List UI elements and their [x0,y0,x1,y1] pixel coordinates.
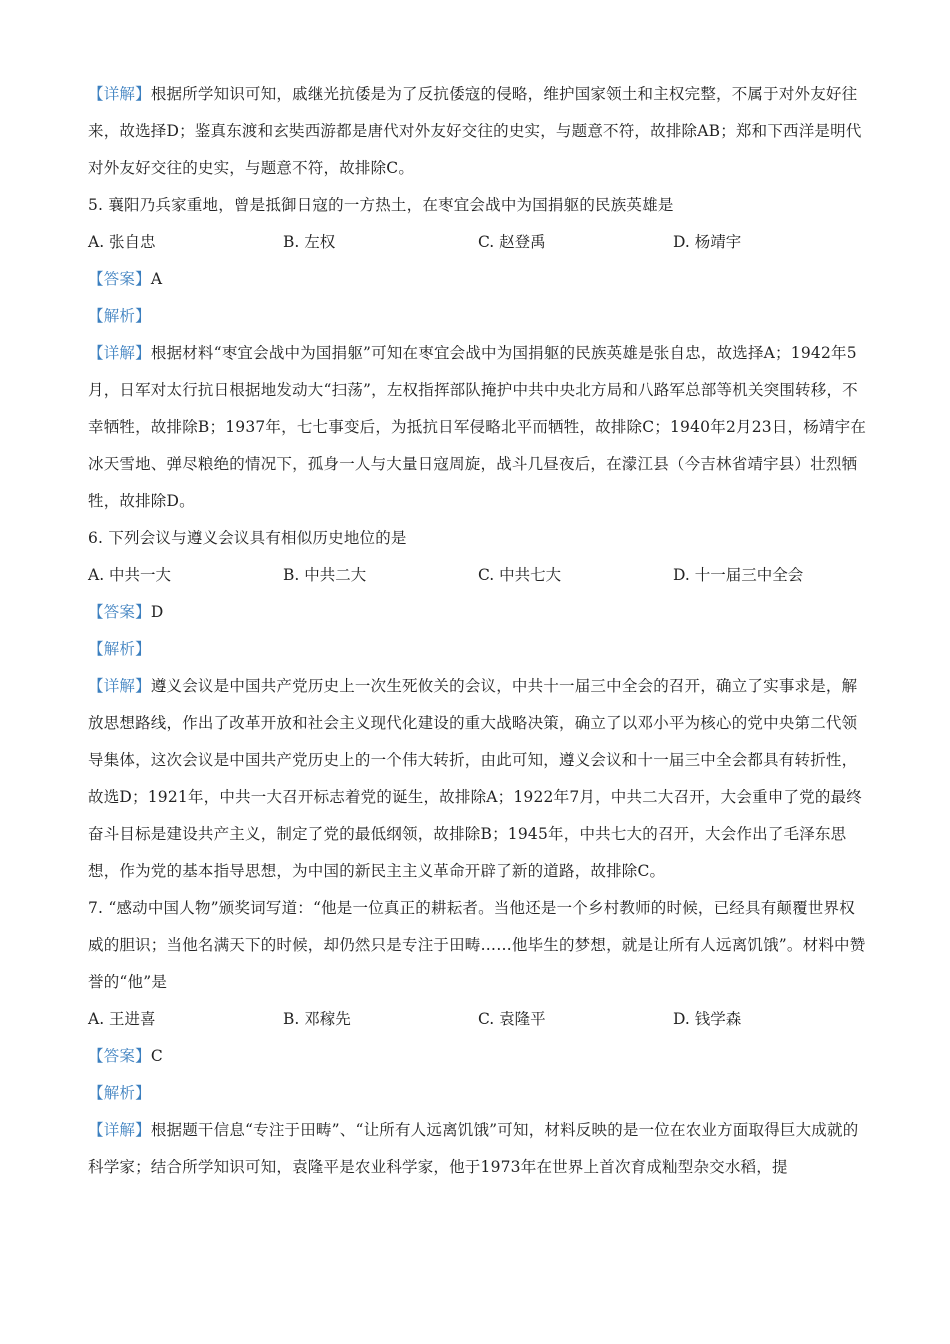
question-7-stem: 7. “感动中国人物”颁奖词写道：“他是一位真正的耕耘者。当他还是一个乡村教师的时候，已经具有颠覆世界权威的胆识；当他名满天下的时候，却仍然只是专注于田畴……他毕生的梦想，就是让所有人远离饥饿”。材料中赞誉的“他”是 [88,899,866,991]
explanation-text: 根据材料“枣宜会战中为国捐躯”可知在枣宜会战中为国捐躯的民族英雄是张自忠，故选择A；1942年5月，日军对太行抗日根据地发动大“扫荡”，左权指挥部队掩护中共中央北方局和八路军总部等机关突围转移，不幸牺牲，故排除B；1937年，七七事变后，为抵抗日军侵略北平而牺牲，故排除C；1940年2月23日，杨靖宇在冰天雪地、弹尽粮绝的情况下，孤身一人与大量日寇周旋，战斗几昼夜后，在濛江县（今吉林省靖宇县）壮烈牺牲，故排除D。 [88,344,867,510]
answer-value: D [150,603,164,621]
explanation-text: 根据题干信息“专注于田畴”、“让所有人远离饥饿”可知，材料反映的是一位在农业方面取得巨大成就的科学家；结合所学知识可知，袁隆平是农业科学家，他于1973年在世界上首次育成籼型杂交水稻，提 [88,1121,859,1176]
option-c: C. 赵登禹 [478,233,546,251]
detail-tag: 【详解】 [88,85,151,103]
detail-tag: 【详解】 [88,344,151,362]
option-b: B. 中共二大 [283,566,367,584]
explanation-paragraph-q7 [88,1112,868,1186]
answer-tag: 【答案】 [88,1047,151,1065]
answer-line-q5 [88,261,868,298]
option-c: C. 中共七大 [478,566,562,584]
answer-line-q6 [88,594,868,631]
option-a: A. 王进喜 [88,1010,156,1028]
detail-tag: 【详解】 [88,677,151,695]
analysis-line-q6 [88,631,868,668]
question-6-stem: 6. 下列会议与遵义会议具有相似历史地位的是 [88,529,407,547]
option-b: B. 邓稼先 [283,1010,351,1028]
question-5-stem: 5. 襄阳乃兵家重地，曾是抵御日寇的一方热土，在枣宜会战中为国捐躯的民族英雄是 [88,196,674,214]
option-c: C. 袁隆平 [478,1010,546,1028]
question-6-options [88,557,868,594]
analysis-tag: 【解析】 [88,1084,151,1102]
question-7-options [88,1001,868,1038]
question-5-options [88,224,868,261]
option-d: D. 钱学森 [673,1010,742,1028]
answer-line-q7 [88,1038,868,1075]
option-d: D. 杨靖宇 [673,233,742,251]
answer-tag: 【答案】 [88,603,151,621]
option-b: B. 左权 [283,233,336,251]
answer-tag: 【答案】 [88,270,151,288]
option-a: A. 中共一大 [88,566,172,584]
analysis-tag: 【解析】 [88,307,151,325]
explanation-text: 根据所学知识可知，戚继光抗倭是为了反抗倭寇的侵略，维护国家领土和主权完整，不属于对外友好往来，故选择D；鉴真东渡和玄奘西游都是唐代对外友好交往的史实，与题意不符，故排除AB；郑和下西洋是明代对外友好交往的史实，与题意不符，故排除C。 [88,85,862,177]
detail-tag: 【详解】 [88,1121,151,1139]
explanation-paragraph-q4 [88,76,868,187]
option-a: A. 张自忠 [88,233,156,251]
analysis-tag: 【解析】 [88,640,151,658]
explanation-paragraph-q6 [88,668,868,890]
option-d: D. 十一届三中全会 [673,566,804,584]
analysis-line-q5 [88,298,868,335]
document-content [88,76,868,1186]
explanation-paragraph-q5 [88,335,868,520]
analysis-line-q7 [88,1075,868,1112]
answer-value: A [150,270,163,288]
answer-value: C [150,1047,163,1065]
explanation-text: 遵义会议是中国共产党历史上一次生死攸关的会议，中共十一届三中全会的召开，确立了实事求是，解放思想路线，作出了改革开放和社会主义现代化建设的重大战略决策，确立了以邓小平为核心的党中央第二代领导集体，这次会议是中国共产党历史上的一个伟大转折，由此可知，遵义会议和十一届三中全会都具有转折性，故选D；1921年，中共一大召开标志着党的诞生，故排除A；1922年7月，中共二大召开，大会重申了党的最终奋斗目标是建设共产主义，制定了党的最低纲领，故排除B；1945年，中共七大的召开，大会作出了毛泽东思想，作为党的基本指导思想，为中国的新民主主义革命开辟了新的道路，故排除C。 [88,677,862,880]
